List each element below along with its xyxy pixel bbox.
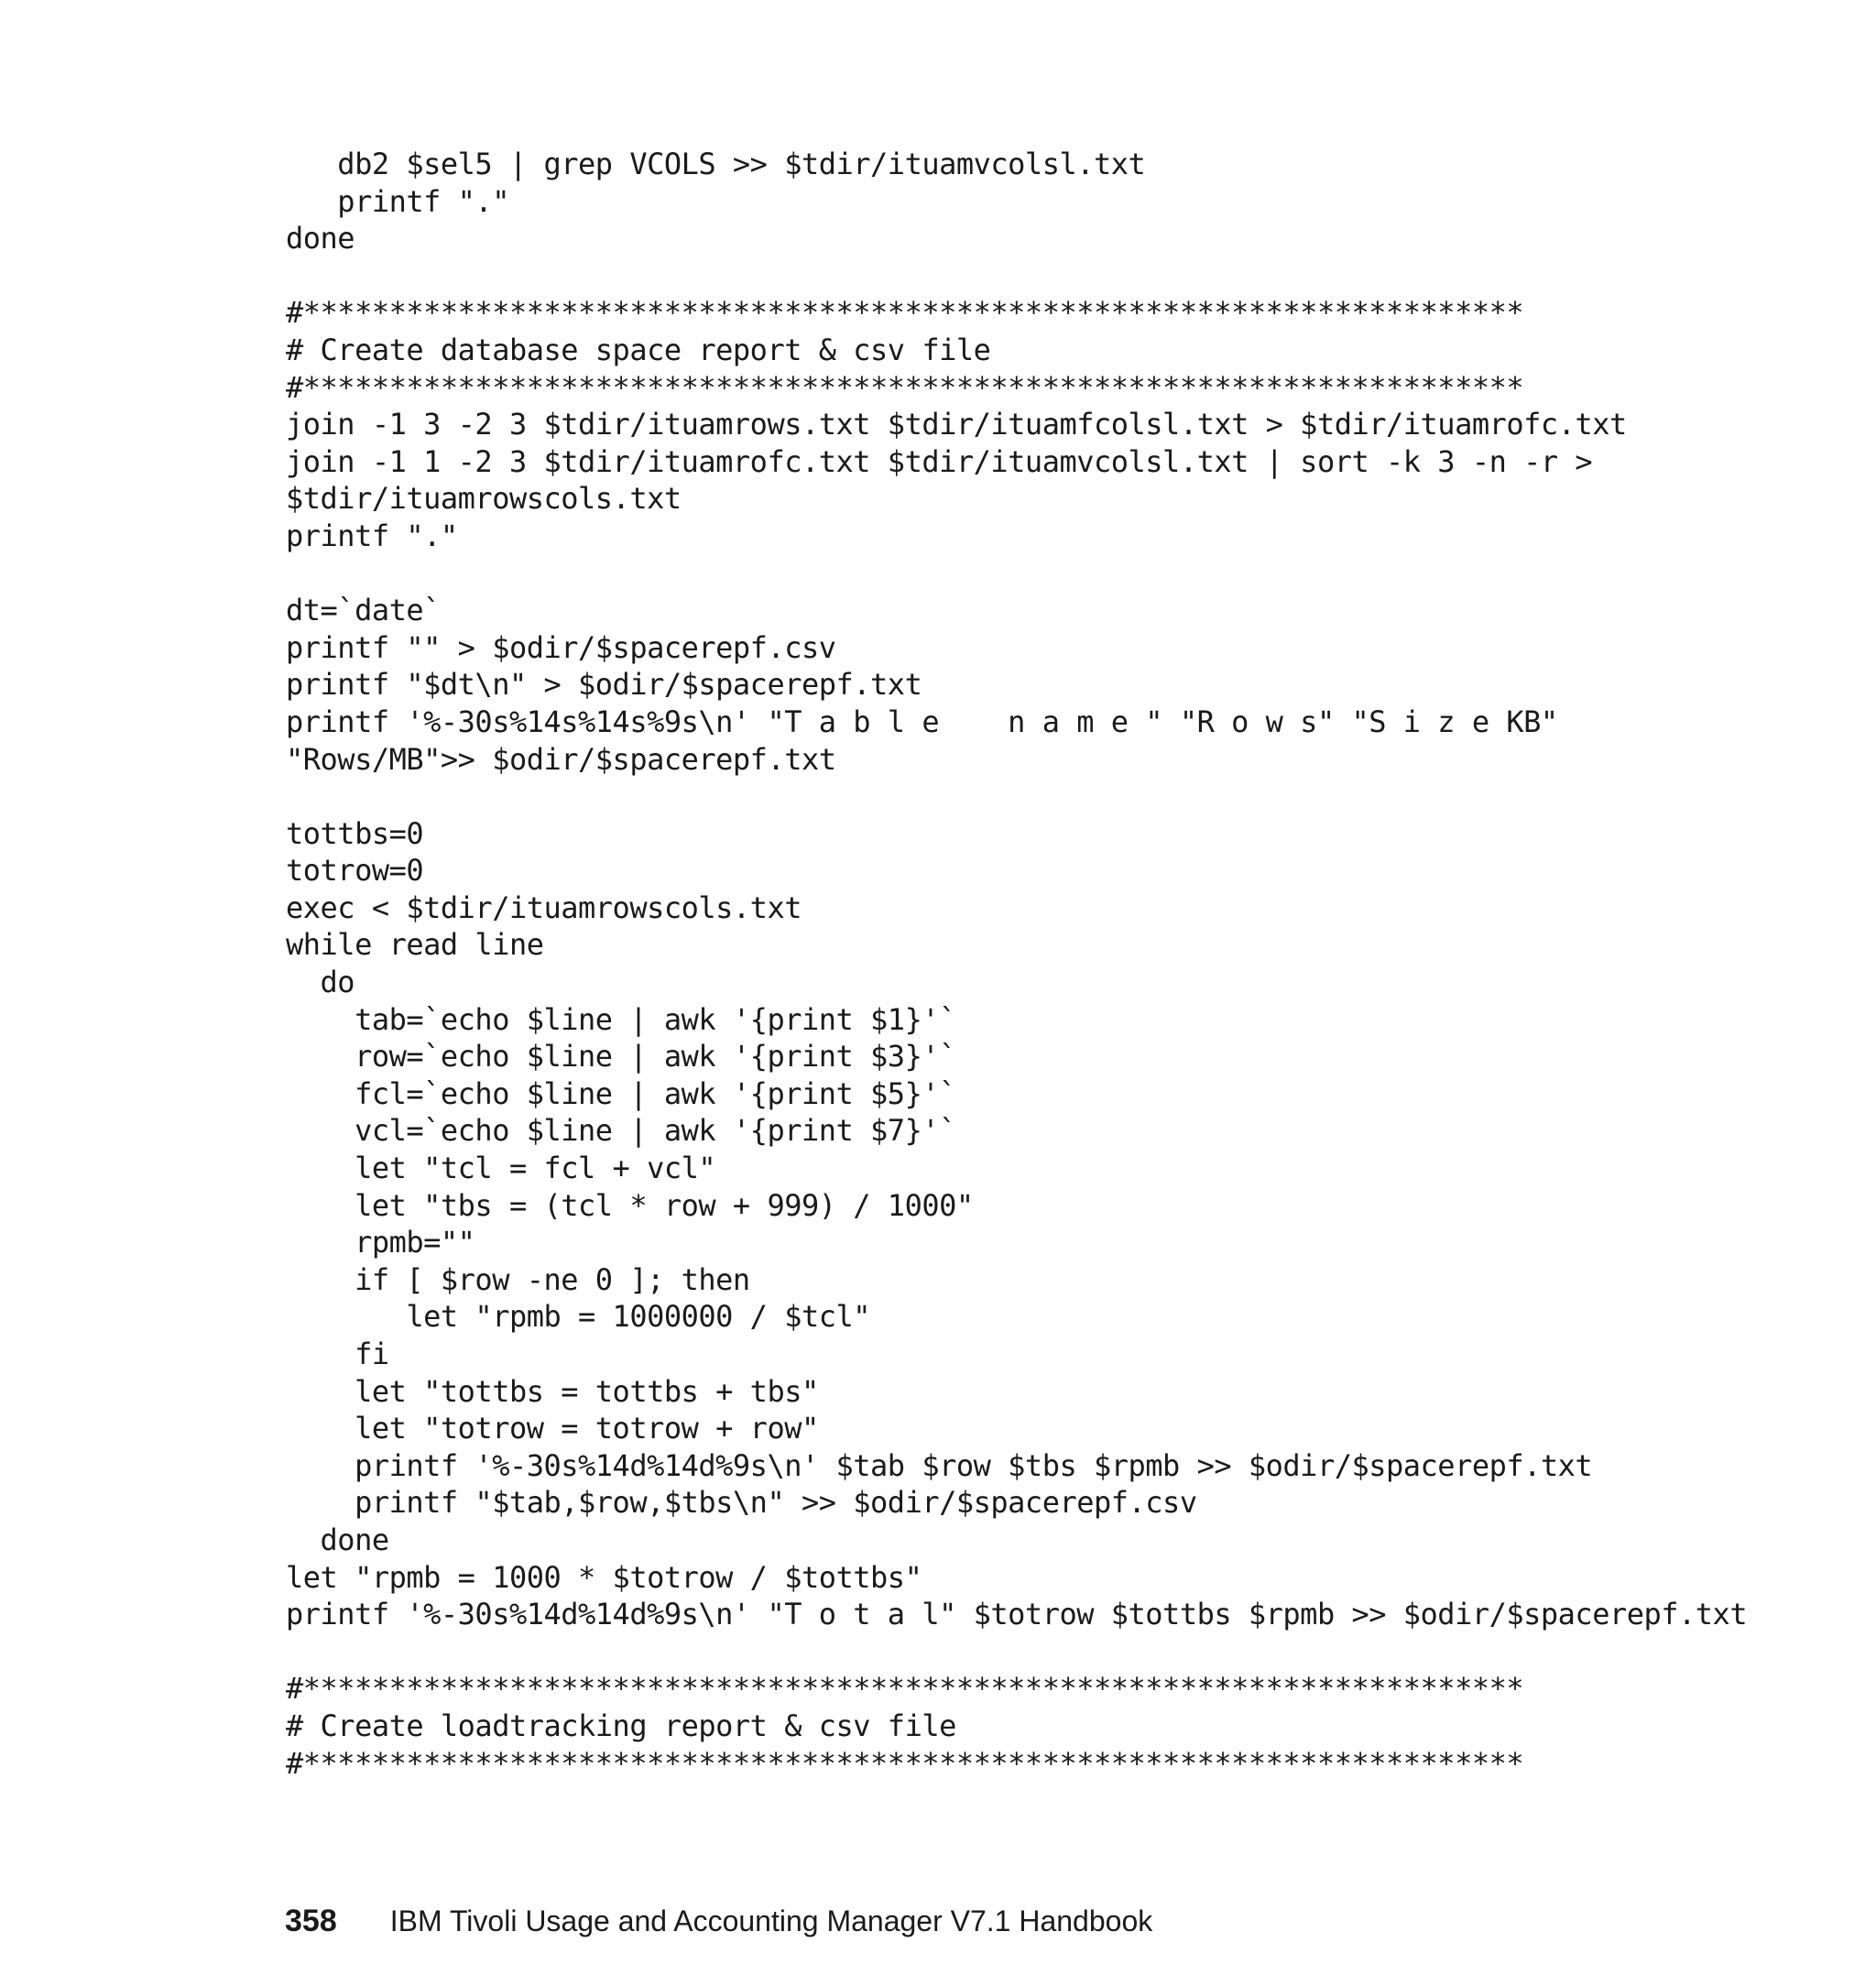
code-line: exec < $tdir/ituamrowscols.txt (286, 889, 802, 925)
code-line: let "tcl = fcl + vcl" (286, 1151, 716, 1186)
page-footer (285, 1904, 1152, 1939)
code-line: printf "." (286, 518, 458, 553)
code-line (286, 555, 1747, 593)
code-line: "Rows/MB">> $odir/$spacerepf.txt (286, 741, 836, 777)
code-line: # Create loadtracking report & csv file (286, 1708, 956, 1743)
code-line (286, 257, 1747, 295)
code-line: totrow=0 (286, 853, 424, 889)
code-line: printf "$tab,$row,$tbs\n" >> $odir/$spacerepf.csv (286, 1485, 1197, 1521)
code-line: fcl=`echo $line | awk '{print $5}'` (286, 1075, 956, 1111)
code-line: db2 $sel5 | grep VCOLS >> $tdir/ituamvcolsl.txt (286, 147, 1146, 181)
code-line: done (286, 221, 355, 256)
code-line: printf '%-30s%14d%14d%9s\n' "T o t a l" $totrow $tottbs $rpmb >> $odir/$spacerepf.txt (286, 1597, 1748, 1632)
code-line: printf "." (286, 183, 509, 219)
code-line: printf '%-30s%14d%14d%9s\n' $tab $row $tbs $rpmb >> $odir/$spacerepf.txt (286, 1447, 1593, 1483)
code-line: let "tbs = (tcl * row + 999) / 1000" (286, 1187, 974, 1223)
code-line: let "tottbs = tottbs + tbs" (286, 1373, 819, 1409)
code-line: dt=`date` (286, 593, 441, 628)
code-line: while read line (286, 927, 544, 963)
page-number: 358 (285, 1904, 337, 1938)
code-line: printf "" > $odir/$spacerepf.csv (286, 629, 836, 665)
book-title: IBM Tivoli Usage and Accounting Manager V7.1 Handbook (389, 1904, 1153, 1937)
code-line: join -1 3 -2 3 $tdir/ituamrows.txt $tdir/ituamfcolsl.txt > $tdir/ituamrofc.txt (286, 407, 1627, 442)
code-line: do (286, 965, 355, 1000)
code-line: fi (286, 1337, 389, 1371)
code-line: done (286, 1522, 389, 1557)
code-line: #*********************************************************************** (286, 295, 1524, 331)
code-line (286, 1633, 1747, 1671)
code-line: if [ $row -ne 0 ]; then (286, 1261, 750, 1297)
code-line: tab=`echo $line | awk '{print $1}'` (286, 1001, 956, 1037)
code-line: row=`echo $line | awk '{print $3}'` (286, 1039, 956, 1075)
code-line: printf "$dt\n" > $odir/$spacerepf.txt (286, 667, 922, 703)
code-line: let "rpmb = 1000 * $totrow / $tottbs" (286, 1559, 922, 1595)
code-line: join -1 1 -2 3 $tdir/ituamrofc.txt $tdir/ituamvcolsl.txt | sort -k 3 -n -r > (286, 443, 1593, 479)
code-line: let "rpmb = 1000000 / $tcl" (286, 1299, 871, 1335)
code-line: tottbs=0 (286, 815, 424, 851)
code-line: #*********************************************************************** (286, 1745, 1524, 1781)
code-line: let "totrow = totrow + row" (286, 1411, 819, 1446)
code-line: printf '%-30s%14s%14s%9s\n' "T a b l e n a m e " "R o w s" "S i z e KB" (286, 704, 1558, 739)
code-listing (286, 146, 1747, 1782)
code-line: rpmb="" (286, 1225, 475, 1260)
code-line: vcl=`echo $line | awk '{print $7}'` (286, 1113, 956, 1149)
code-line: #*********************************************************************** (286, 1671, 1524, 1707)
code-line (286, 778, 1747, 815)
code-line: #*********************************************************************** (286, 369, 1524, 405)
code-line: $tdir/ituamrowscols.txt (286, 481, 682, 517)
code-line: # Create database space report & csv file (286, 332, 991, 367)
